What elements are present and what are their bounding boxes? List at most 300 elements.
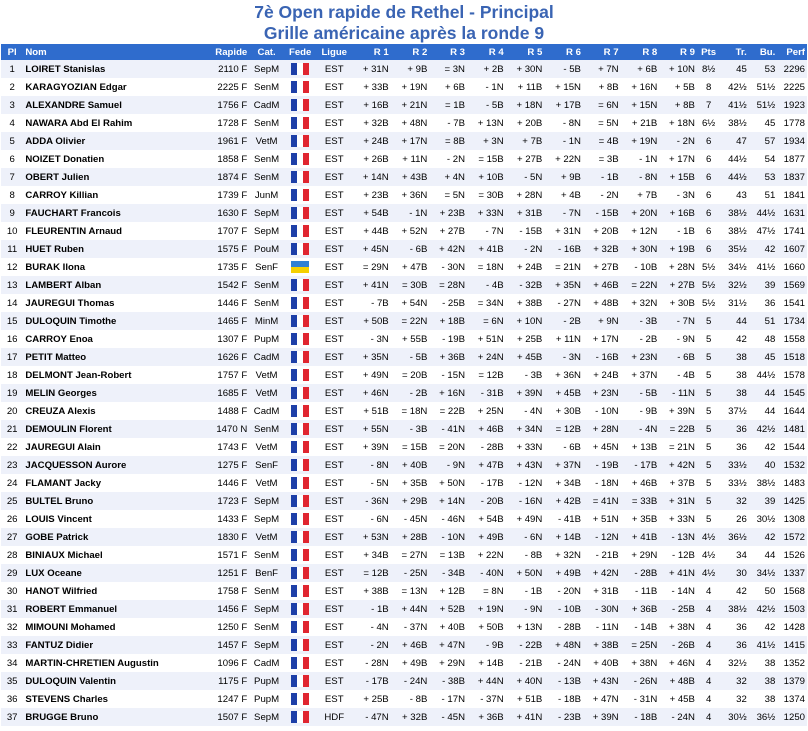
- player-name-cell[interactable]: ADDA Olivier: [23, 132, 192, 150]
- round-result-cell[interactable]: - 11B: [621, 582, 660, 600]
- round-result-cell[interactable]: - 13N: [659, 528, 697, 546]
- round-result-cell[interactable]: + 48N: [391, 114, 430, 132]
- round-result-cell[interactable]: + 4N: [429, 168, 467, 186]
- round-result-cell[interactable]: = 12B: [352, 564, 391, 582]
- round-result-cell[interactable]: + 10B: [467, 168, 506, 186]
- round-result-cell[interactable]: + 10N: [506, 312, 545, 330]
- round-result-cell[interactable]: + 28N: [659, 258, 697, 276]
- round-result-cell[interactable]: - 30N: [429, 258, 467, 276]
- round-result-cell[interactable]: - 1N: [544, 132, 583, 150]
- column-header[interactable]: Pts: [697, 44, 720, 60]
- round-result-cell[interactable]: + 12B: [429, 582, 467, 600]
- round-result-cell[interactable]: + 28N: [583, 420, 621, 438]
- round-result-cell[interactable]: + 11N: [544, 330, 583, 348]
- round-result-cell[interactable]: + 17B: [544, 96, 583, 114]
- round-result-cell[interactable]: + 26B: [352, 150, 391, 168]
- round-result-cell[interactable]: + 36B: [621, 600, 660, 618]
- round-result-cell[interactable]: - 2B: [621, 330, 660, 348]
- round-result-cell[interactable]: = 20N: [429, 438, 467, 456]
- round-result-cell[interactable]: = 22B: [429, 402, 467, 420]
- round-result-cell[interactable]: + 37N: [621, 366, 660, 384]
- round-result-cell[interactable]: + 24B: [583, 366, 621, 384]
- round-result-cell[interactable]: - 5N: [352, 474, 391, 492]
- round-result-cell[interactable]: + 39N: [583, 708, 621, 726]
- round-result-cell[interactable]: - 15B: [506, 222, 545, 240]
- round-result-cell[interactable]: + 46B: [621, 474, 660, 492]
- round-result-cell[interactable]: = 8N: [467, 582, 506, 600]
- round-result-cell[interactable]: - 3B: [391, 420, 430, 438]
- player-name-cell[interactable]: LOIRET Stanislas: [23, 60, 192, 78]
- round-result-cell[interactable]: - 11N: [583, 618, 621, 636]
- round-result-cell[interactable]: - 31B: [467, 384, 506, 402]
- round-result-cell[interactable]: + 23B: [429, 204, 467, 222]
- round-result-cell[interactable]: - 37N: [391, 618, 430, 636]
- round-result-cell[interactable]: + 31B: [506, 204, 545, 222]
- round-result-cell[interactable]: + 3N: [467, 132, 506, 150]
- round-result-cell[interactable]: + 41B: [621, 528, 660, 546]
- player-name-cell[interactable]: ROBERT Emmanuel: [23, 600, 192, 618]
- round-result-cell[interactable]: + 38B: [506, 294, 545, 312]
- round-result-cell[interactable]: - 9N: [429, 456, 467, 474]
- round-result-cell[interactable]: + 11N: [391, 150, 430, 168]
- round-result-cell[interactable]: - 8N: [621, 168, 660, 186]
- round-result-cell[interactable]: + 15N: [621, 96, 660, 114]
- round-result-cell[interactable]: + 42N: [429, 240, 467, 258]
- round-result-cell[interactable]: + 16B: [352, 96, 391, 114]
- round-result-cell[interactable]: + 49B: [544, 564, 583, 582]
- round-result-cell[interactable]: + 16N: [621, 78, 660, 96]
- round-result-cell[interactable]: + 29N: [429, 654, 467, 672]
- round-result-cell[interactable]: + 46N: [352, 384, 391, 402]
- column-header[interactable]: R 5: [506, 44, 545, 60]
- round-result-cell[interactable]: = 27N: [391, 546, 430, 564]
- round-result-cell[interactable]: - 18B: [621, 708, 660, 726]
- round-result-cell[interactable]: + 30N: [621, 240, 660, 258]
- round-result-cell[interactable]: = 21N: [659, 438, 697, 456]
- round-result-cell[interactable]: + 27B: [506, 150, 545, 168]
- round-result-cell[interactable]: + 4B: [544, 186, 583, 204]
- round-result-cell[interactable]: + 33B: [352, 78, 391, 96]
- round-result-cell[interactable]: + 40B: [583, 654, 621, 672]
- round-result-cell[interactable]: - 2N: [352, 636, 391, 654]
- column-header[interactable]: R 3: [429, 44, 467, 60]
- round-result-cell[interactable]: + 13N: [467, 114, 506, 132]
- round-result-cell[interactable]: - 22B: [506, 636, 545, 654]
- player-name-cell[interactable]: MARTIN-CHRETIEN Augustin: [23, 654, 192, 672]
- round-result-cell[interactable]: = 41N: [583, 492, 621, 510]
- column-header[interactable]: Cat.: [249, 44, 284, 60]
- round-result-cell[interactable]: + 20N: [621, 204, 660, 222]
- round-result-cell[interactable]: - 14B: [621, 618, 660, 636]
- round-result-cell[interactable]: - 12N: [506, 474, 545, 492]
- round-result-cell[interactable]: + 50N: [429, 474, 467, 492]
- round-result-cell[interactable]: + 20B: [583, 222, 621, 240]
- round-result-cell[interactable]: + 29N: [621, 546, 660, 564]
- round-result-cell[interactable]: - 45N: [391, 510, 430, 528]
- round-result-cell[interactable]: + 27B: [429, 222, 467, 240]
- round-result-cell[interactable]: + 36B: [467, 708, 506, 726]
- round-result-cell[interactable]: + 11B: [506, 78, 545, 96]
- round-result-cell[interactable]: + 44N: [391, 600, 430, 618]
- round-result-cell[interactable]: + 6B: [621, 60, 660, 78]
- round-result-cell[interactable]: = 30B: [391, 276, 430, 294]
- round-result-cell[interactable]: + 48B: [583, 294, 621, 312]
- round-result-cell[interactable]: + 25B: [506, 330, 545, 348]
- round-result-cell[interactable]: - 24N: [544, 654, 583, 672]
- round-result-cell[interactable]: - 31N: [621, 690, 660, 708]
- round-result-cell[interactable]: + 42B: [544, 492, 583, 510]
- round-result-cell[interactable]: - 12B: [659, 546, 697, 564]
- round-result-cell[interactable]: + 41N: [352, 276, 391, 294]
- round-result-cell[interactable]: + 9B: [391, 60, 430, 78]
- round-result-cell[interactable]: - 1B: [583, 168, 621, 186]
- round-result-cell[interactable]: + 41N: [506, 708, 545, 726]
- round-result-cell[interactable]: - 18N: [583, 474, 621, 492]
- round-result-cell[interactable]: + 43N: [506, 456, 545, 474]
- round-result-cell[interactable]: + 19N: [621, 132, 660, 150]
- round-result-cell[interactable]: + 22N: [467, 546, 506, 564]
- round-result-cell[interactable]: + 18B: [429, 312, 467, 330]
- round-result-cell[interactable]: + 34N: [506, 420, 545, 438]
- round-result-cell[interactable]: + 55N: [352, 420, 391, 438]
- round-result-cell[interactable]: = 1B: [429, 96, 467, 114]
- round-result-cell[interactable]: + 32B: [391, 708, 430, 726]
- round-result-cell[interactable]: + 10N: [659, 60, 697, 78]
- round-result-cell[interactable]: = 6N: [583, 96, 621, 114]
- round-result-cell[interactable]: - 36N: [352, 492, 391, 510]
- player-name-cell[interactable]: HUET Ruben: [23, 240, 192, 258]
- round-result-cell[interactable]: - 3N: [544, 348, 583, 366]
- round-result-cell[interactable]: + 48B: [659, 672, 697, 690]
- round-result-cell[interactable]: = 15B: [391, 438, 430, 456]
- player-name-cell[interactable]: BURAK Ilona: [23, 258, 192, 276]
- round-result-cell[interactable]: - 24N: [659, 708, 697, 726]
- player-name-cell[interactable]: JAUREGUI Alain: [23, 438, 192, 456]
- round-result-cell[interactable]: - 27N: [544, 294, 583, 312]
- column-header[interactable]: R 2: [391, 44, 430, 60]
- round-result-cell[interactable]: + 34B: [352, 546, 391, 564]
- column-header[interactable]: Pl: [1, 44, 23, 60]
- round-result-cell[interactable]: - 24N: [391, 672, 430, 690]
- round-result-cell[interactable]: = 5N: [583, 114, 621, 132]
- round-result-cell[interactable]: - 10B: [544, 600, 583, 618]
- round-result-cell[interactable]: + 8B: [659, 96, 697, 114]
- round-result-cell[interactable]: + 43B: [391, 168, 430, 186]
- round-result-cell[interactable]: + 39N: [352, 438, 391, 456]
- player-name-cell[interactable]: JAUREGUI Thomas: [23, 294, 192, 312]
- round-result-cell[interactable]: + 52N: [391, 222, 430, 240]
- round-result-cell[interactable]: + 21N: [391, 96, 430, 114]
- round-result-cell[interactable]: = 6N: [467, 312, 506, 330]
- round-result-cell[interactable]: + 18N: [659, 114, 697, 132]
- round-result-cell[interactable]: - 30N: [583, 600, 621, 618]
- round-result-cell[interactable]: - 32B: [506, 276, 545, 294]
- round-result-cell[interactable]: - 2B: [544, 312, 583, 330]
- round-result-cell[interactable]: - 8N: [352, 456, 391, 474]
- player-name-cell[interactable]: LOUIS Vincent: [23, 510, 192, 528]
- round-result-cell[interactable]: + 14N: [429, 492, 467, 510]
- round-result-cell[interactable]: - 38B: [429, 672, 467, 690]
- player-name-cell[interactable]: DELMONT Jean-Robert: [23, 366, 192, 384]
- round-result-cell[interactable]: - 18B: [544, 690, 583, 708]
- round-result-cell[interactable]: - 40N: [467, 564, 506, 582]
- column-header[interactable]: Tr.: [720, 44, 748, 60]
- round-result-cell[interactable]: + 13B: [621, 438, 660, 456]
- round-result-cell[interactable]: + 14B: [544, 528, 583, 546]
- player-name-cell[interactable]: ALEXANDRE Samuel: [23, 96, 192, 114]
- round-result-cell[interactable]: - 14N: [659, 582, 697, 600]
- round-result-cell[interactable]: + 7N: [583, 60, 621, 78]
- round-result-cell[interactable]: = 8B: [429, 132, 467, 150]
- round-result-cell[interactable]: + 30B: [544, 402, 583, 420]
- round-result-cell[interactable]: = 12B: [467, 366, 506, 384]
- round-result-cell[interactable]: + 28B: [391, 528, 430, 546]
- round-result-cell[interactable]: + 52B: [429, 600, 467, 618]
- round-result-cell[interactable]: + 33N: [659, 510, 697, 528]
- round-result-cell[interactable]: + 49B: [391, 654, 430, 672]
- round-result-cell[interactable]: + 34B: [544, 474, 583, 492]
- column-header[interactable]: R 9: [659, 44, 697, 60]
- round-result-cell[interactable]: + 16N: [429, 384, 467, 402]
- round-result-cell[interactable]: - 28B: [544, 618, 583, 636]
- round-result-cell[interactable]: - 1B: [352, 600, 391, 618]
- column-header[interactable]: R 7: [583, 44, 621, 60]
- round-result-cell[interactable]: + 51N: [467, 330, 506, 348]
- round-result-cell[interactable]: - 1N: [391, 204, 430, 222]
- player-name-cell[interactable]: CREUZA Alexis: [23, 402, 192, 420]
- round-result-cell[interactable]: + 37B: [659, 474, 697, 492]
- round-result-cell[interactable]: = 30B: [467, 186, 506, 204]
- round-result-cell[interactable]: + 41B: [467, 240, 506, 258]
- round-result-cell[interactable]: - 9N: [659, 330, 697, 348]
- round-result-cell[interactable]: + 38B: [583, 636, 621, 654]
- round-result-cell[interactable]: - 7B: [429, 114, 467, 132]
- round-result-cell[interactable]: + 9B: [544, 168, 583, 186]
- round-result-cell[interactable]: + 50N: [506, 564, 545, 582]
- round-result-cell[interactable]: - 5B: [621, 384, 660, 402]
- player-name-cell[interactable]: BINIAUX Michael: [23, 546, 192, 564]
- round-result-cell[interactable]: - 4B: [467, 276, 506, 294]
- round-result-cell[interactable]: - 13B: [544, 672, 583, 690]
- round-result-cell[interactable]: + 19B: [659, 240, 697, 258]
- round-result-cell[interactable]: - 8B: [391, 690, 430, 708]
- round-result-cell[interactable]: = 20B: [391, 366, 430, 384]
- round-result-cell[interactable]: + 6B: [429, 78, 467, 96]
- round-result-cell[interactable]: + 21B: [621, 114, 660, 132]
- round-result-cell[interactable]: - 28N: [352, 654, 391, 672]
- round-result-cell[interactable]: + 51B: [352, 402, 391, 420]
- player-name-cell[interactable]: LAMBERT Alban: [23, 276, 192, 294]
- round-result-cell[interactable]: - 25B: [429, 294, 467, 312]
- round-result-cell[interactable]: - 6B: [659, 348, 697, 366]
- round-result-cell[interactable]: - 3B: [621, 312, 660, 330]
- round-result-cell[interactable]: - 15N: [429, 366, 467, 384]
- round-result-cell[interactable]: - 17B: [467, 474, 506, 492]
- round-result-cell[interactable]: - 17N: [429, 690, 467, 708]
- round-result-cell[interactable]: - 15B: [583, 204, 621, 222]
- round-result-cell[interactable]: + 27B: [583, 258, 621, 276]
- round-result-cell[interactable]: - 7N: [659, 312, 697, 330]
- round-result-cell[interactable]: - 4N: [621, 420, 660, 438]
- round-result-cell[interactable]: - 4B: [659, 366, 697, 384]
- round-result-cell[interactable]: + 20B: [506, 114, 545, 132]
- round-result-cell[interactable]: = 5N: [429, 186, 467, 204]
- round-result-cell[interactable]: + 32B: [583, 240, 621, 258]
- round-result-cell[interactable]: + 32B: [352, 114, 391, 132]
- round-result-cell[interactable]: = 4B: [583, 132, 621, 150]
- round-result-cell[interactable]: + 47B: [467, 456, 506, 474]
- player-name-cell[interactable]: OBERT Julien: [23, 168, 192, 186]
- round-result-cell[interactable]: + 28N: [506, 186, 545, 204]
- round-result-cell[interactable]: = 13B: [429, 546, 467, 564]
- player-name-cell[interactable]: NOIZET Donatien: [23, 150, 192, 168]
- round-result-cell[interactable]: - 41N: [429, 420, 467, 438]
- round-result-cell[interactable]: + 47N: [429, 636, 467, 654]
- round-result-cell[interactable]: - 10B: [621, 258, 660, 276]
- round-result-cell[interactable]: = 28N: [429, 276, 467, 294]
- round-result-cell[interactable]: - 5B: [391, 348, 430, 366]
- round-result-cell[interactable]: + 30B: [659, 294, 697, 312]
- round-result-cell[interactable]: + 39N: [506, 384, 545, 402]
- round-result-cell[interactable]: - 25N: [391, 564, 430, 582]
- round-result-cell[interactable]: + 23N: [621, 348, 660, 366]
- round-result-cell[interactable]: - 20B: [467, 492, 506, 510]
- player-name-cell[interactable]: STEVENS Charles: [23, 690, 192, 708]
- round-result-cell[interactable]: - 47N: [352, 708, 391, 726]
- round-result-cell[interactable]: + 45N: [352, 240, 391, 258]
- round-result-cell[interactable]: + 45B: [659, 690, 697, 708]
- player-name-cell[interactable]: KARAGYOZIAN Edgar: [23, 78, 192, 96]
- round-result-cell[interactable]: + 49N: [352, 366, 391, 384]
- round-result-cell[interactable]: + 44N: [467, 672, 506, 690]
- round-result-cell[interactable]: - 28B: [621, 564, 660, 582]
- round-result-cell[interactable]: = 18N: [391, 402, 430, 420]
- round-result-cell[interactable]: - 25B: [659, 600, 697, 618]
- round-result-cell[interactable]: - 7N: [467, 222, 506, 240]
- player-name-cell[interactable]: FLAMANT Jacky: [23, 474, 192, 492]
- round-result-cell[interactable]: + 7B: [506, 132, 545, 150]
- player-name-cell[interactable]: MIMOUNI Mohamed: [23, 618, 192, 636]
- round-result-cell[interactable]: - 6B: [544, 438, 583, 456]
- round-result-cell[interactable]: + 25B: [352, 690, 391, 708]
- round-result-cell[interactable]: + 33N: [467, 204, 506, 222]
- round-result-cell[interactable]: - 7N: [544, 204, 583, 222]
- round-result-cell[interactable]: + 40B: [429, 618, 467, 636]
- round-result-cell[interactable]: + 46B: [467, 420, 506, 438]
- column-header[interactable]: R 4: [467, 44, 506, 60]
- round-result-cell[interactable]: + 42N: [583, 564, 621, 582]
- round-result-cell[interactable]: - 46N: [429, 510, 467, 528]
- round-result-cell[interactable]: + 35B: [391, 474, 430, 492]
- player-name-cell[interactable]: LUX Oceane: [23, 564, 192, 582]
- round-result-cell[interactable]: = 3N: [429, 60, 467, 78]
- round-result-cell[interactable]: - 4N: [352, 618, 391, 636]
- round-result-cell[interactable]: = 22B: [659, 420, 697, 438]
- round-result-cell[interactable]: - 34B: [429, 564, 467, 582]
- round-result-cell[interactable]: + 23N: [583, 384, 621, 402]
- round-result-cell[interactable]: - 2N: [659, 132, 697, 150]
- round-result-cell[interactable]: + 33N: [506, 438, 545, 456]
- round-result-cell[interactable]: - 21B: [506, 654, 545, 672]
- round-result-cell[interactable]: = 21N: [544, 258, 583, 276]
- round-result-cell[interactable]: + 30N: [506, 60, 545, 78]
- round-result-cell[interactable]: + 55B: [391, 330, 430, 348]
- round-result-cell[interactable]: + 17N: [659, 150, 697, 168]
- round-result-cell[interactable]: - 11N: [659, 384, 697, 402]
- round-result-cell[interactable]: = 25N: [621, 636, 660, 654]
- round-result-cell[interactable]: + 44B: [352, 222, 391, 240]
- round-result-cell[interactable]: + 35N: [352, 348, 391, 366]
- round-result-cell[interactable]: + 13N: [506, 618, 545, 636]
- round-result-cell[interactable]: + 14N: [352, 168, 391, 186]
- round-result-cell[interactable]: + 45N: [583, 438, 621, 456]
- round-result-cell[interactable]: + 41N: [659, 564, 697, 582]
- round-result-cell[interactable]: - 2N: [506, 240, 545, 258]
- player-name-cell[interactable]: CARROY Enoa: [23, 330, 192, 348]
- column-header[interactable]: Ligue: [316, 44, 352, 60]
- round-result-cell[interactable]: = 34N: [467, 294, 506, 312]
- round-result-cell[interactable]: + 27B: [659, 276, 697, 294]
- round-result-cell[interactable]: + 48N: [544, 636, 583, 654]
- player-name-cell[interactable]: DULOQUIN Valentin: [23, 672, 192, 690]
- round-result-cell[interactable]: - 6B: [391, 240, 430, 258]
- player-name-cell[interactable]: MELIN Georges: [23, 384, 192, 402]
- round-result-cell[interactable]: + 43N: [583, 672, 621, 690]
- player-name-cell[interactable]: BRUGGE Bruno: [23, 708, 192, 726]
- round-result-cell[interactable]: + 38N: [659, 618, 697, 636]
- round-result-cell[interactable]: + 24B: [506, 258, 545, 276]
- round-result-cell[interactable]: + 49N: [506, 510, 545, 528]
- player-name-cell[interactable]: DULOQUIN Timothe: [23, 312, 192, 330]
- round-result-cell[interactable]: + 32N: [621, 294, 660, 312]
- round-result-cell[interactable]: + 45B: [544, 384, 583, 402]
- column-header[interactable]: Bu.: [749, 44, 777, 60]
- round-result-cell[interactable]: - 26N: [621, 672, 660, 690]
- round-result-cell[interactable]: = 12B: [544, 420, 583, 438]
- round-result-cell[interactable]: + 31N: [659, 492, 697, 510]
- round-result-cell[interactable]: - 19B: [429, 330, 467, 348]
- round-result-cell[interactable]: + 46B: [391, 636, 430, 654]
- round-result-cell[interactable]: - 23B: [544, 708, 583, 726]
- round-result-cell[interactable]: + 22N: [544, 150, 583, 168]
- round-result-cell[interactable]: - 17B: [621, 456, 660, 474]
- round-result-cell[interactable]: = 22N: [621, 276, 660, 294]
- round-result-cell[interactable]: = 3B: [583, 150, 621, 168]
- round-result-cell[interactable]: + 18N: [506, 96, 545, 114]
- round-result-cell[interactable]: - 5N: [506, 168, 545, 186]
- round-result-cell[interactable]: + 19N: [467, 600, 506, 618]
- round-result-cell[interactable]: + 45B: [506, 348, 545, 366]
- round-result-cell[interactable]: + 51N: [583, 510, 621, 528]
- player-name-cell[interactable]: NAWARA Abd El Rahim: [23, 114, 192, 132]
- round-result-cell[interactable]: + 5B: [659, 78, 697, 96]
- round-result-cell[interactable]: + 35N: [544, 276, 583, 294]
- round-result-cell[interactable]: + 46B: [583, 276, 621, 294]
- round-result-cell[interactable]: - 1B: [506, 582, 545, 600]
- round-result-cell[interactable]: - 4N: [506, 402, 545, 420]
- round-result-cell[interactable]: - 8N: [544, 114, 583, 132]
- round-result-cell[interactable]: + 24N: [467, 348, 506, 366]
- player-name-cell[interactable]: CARROY Killian: [23, 186, 192, 204]
- round-result-cell[interactable]: - 1N: [621, 150, 660, 168]
- column-header[interactable]: Perf: [777, 44, 807, 60]
- round-result-cell[interactable]: + 54B: [352, 204, 391, 222]
- round-result-cell[interactable]: + 31B: [583, 582, 621, 600]
- round-result-cell[interactable]: + 38N: [621, 654, 660, 672]
- round-result-cell[interactable]: + 31N: [544, 222, 583, 240]
- round-result-cell[interactable]: + 29B: [391, 492, 430, 510]
- round-result-cell[interactable]: + 7B: [621, 186, 660, 204]
